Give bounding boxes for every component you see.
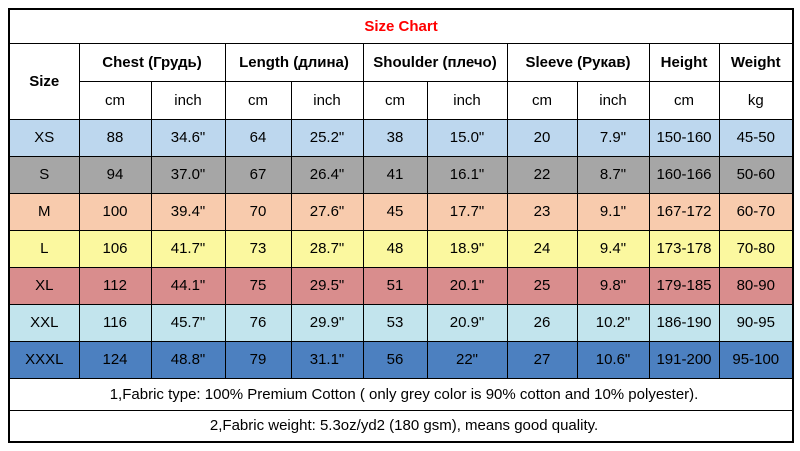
value-cell: 9.8" <box>577 267 649 304</box>
value-cell: 45.7" <box>151 304 225 341</box>
value-cell: 26.4" <box>291 156 363 193</box>
value-cell: 48 <box>363 230 427 267</box>
value-cell: 88 <box>79 119 151 156</box>
table-row-xxl <box>9 304 793 341</box>
table-row-xs <box>9 119 793 156</box>
value-cell: 56 <box>363 341 427 378</box>
value-cell: 70 <box>225 193 291 230</box>
column-header-size: Size <box>9 43 79 119</box>
size-cell: XXXL <box>9 341 79 378</box>
value-cell: 186-190 <box>649 304 719 341</box>
fabric-type-note: 1,Fabric type: 100% Premium Cotton ( only grey color is 90% cotton and 10% polyester). <box>9 378 793 410</box>
value-cell: 76 <box>225 304 291 341</box>
size-table-body <box>9 119 793 378</box>
value-cell: 10.2" <box>577 304 649 341</box>
value-cell: 41.7" <box>151 230 225 267</box>
unit-sleeve-inch: inch <box>577 81 649 119</box>
value-cell: 60-70 <box>719 193 793 230</box>
value-cell: 95-100 <box>719 341 793 378</box>
value-cell: 38 <box>363 119 427 156</box>
value-cell: 41 <box>363 156 427 193</box>
size-cell: S <box>9 156 79 193</box>
unit-weight-kg: kg <box>719 81 793 119</box>
value-cell: 22 <box>507 156 577 193</box>
unit-chest-cm: cm <box>79 81 151 119</box>
column-header-shoulder: Shoulder (плечо) <box>363 43 507 81</box>
value-cell: 167-172 <box>649 193 719 230</box>
value-cell: 17.7" <box>427 193 507 230</box>
value-cell: 191-200 <box>649 341 719 378</box>
value-cell: 53 <box>363 304 427 341</box>
value-cell: 51 <box>363 267 427 304</box>
value-cell: 25 <box>507 267 577 304</box>
value-cell: 22" <box>427 341 507 378</box>
table-row-l <box>9 230 793 267</box>
column-header-weight: Weight <box>719 43 793 81</box>
value-cell: 116 <box>79 304 151 341</box>
value-cell: 23 <box>507 193 577 230</box>
value-cell: 100 <box>79 193 151 230</box>
value-cell: 75 <box>225 267 291 304</box>
value-cell: 26 <box>507 304 577 341</box>
size-chart-table <box>8 8 794 443</box>
value-cell: 27 <box>507 341 577 378</box>
value-cell: 94 <box>79 156 151 193</box>
value-cell: 45-50 <box>719 119 793 156</box>
value-cell: 28.7" <box>291 230 363 267</box>
value-cell: 10.6" <box>577 341 649 378</box>
value-cell: 27.6" <box>291 193 363 230</box>
value-cell: 70-80 <box>719 230 793 267</box>
header-unit-row <box>9 81 793 119</box>
column-header-height: Height <box>649 43 719 81</box>
unit-height-cm: cm <box>649 81 719 119</box>
value-cell: 20.9" <box>427 304 507 341</box>
page-title: Size Chart <box>9 9 793 43</box>
unit-length-inch: inch <box>291 81 363 119</box>
size-cell: M <box>9 193 79 230</box>
size-cell: XS <box>9 119 79 156</box>
value-cell: 73 <box>225 230 291 267</box>
value-cell: 79 <box>225 341 291 378</box>
value-cell: 29.9" <box>291 304 363 341</box>
value-cell: 7.9" <box>577 119 649 156</box>
value-cell: 50-60 <box>719 156 793 193</box>
value-cell: 124 <box>79 341 151 378</box>
fabric-weight-note: 2,Fabric weight: 5.3oz/yd2 (180 gsm), means good quality. <box>9 410 793 442</box>
column-header-sleeve: Sleeve (Рукав) <box>507 43 649 81</box>
value-cell: 18.9" <box>427 230 507 267</box>
value-cell: 25.2" <box>291 119 363 156</box>
unit-sleeve-cm: cm <box>507 81 577 119</box>
column-header-chest: Chest (Грудь) <box>79 43 225 81</box>
unit-shoulder-cm: cm <box>363 81 427 119</box>
value-cell: 90-95 <box>719 304 793 341</box>
table-row-xl <box>9 267 793 304</box>
value-cell: 112 <box>79 267 151 304</box>
value-cell: 9.1" <box>577 193 649 230</box>
size-cell: XL <box>9 267 79 304</box>
column-header-length: Length (длина) <box>225 43 363 81</box>
size-cell: L <box>9 230 79 267</box>
value-cell: 8.7" <box>577 156 649 193</box>
value-cell: 64 <box>225 119 291 156</box>
note-row-2 <box>9 410 793 442</box>
value-cell: 80-90 <box>719 267 793 304</box>
value-cell: 16.1" <box>427 156 507 193</box>
header-group-row <box>9 43 793 81</box>
table-row-m <box>9 193 793 230</box>
note-row-1 <box>9 378 793 410</box>
value-cell: 173-178 <box>649 230 719 267</box>
table-row-s <box>9 156 793 193</box>
value-cell: 39.4" <box>151 193 225 230</box>
value-cell: 15.0" <box>427 119 507 156</box>
unit-shoulder-inch: inch <box>427 81 507 119</box>
table-row-xxxl <box>9 341 793 378</box>
value-cell: 31.1" <box>291 341 363 378</box>
unit-chest-inch: inch <box>151 81 225 119</box>
size-cell: XXL <box>9 304 79 341</box>
title-row <box>9 9 793 43</box>
value-cell: 179-185 <box>649 267 719 304</box>
value-cell: 9.4" <box>577 230 649 267</box>
value-cell: 37.0" <box>151 156 225 193</box>
value-cell: 29.5" <box>291 267 363 304</box>
value-cell: 44.1" <box>151 267 225 304</box>
value-cell: 48.8" <box>151 341 225 378</box>
value-cell: 24 <box>507 230 577 267</box>
value-cell: 45 <box>363 193 427 230</box>
value-cell: 67 <box>225 156 291 193</box>
value-cell: 34.6" <box>151 119 225 156</box>
value-cell: 106 <box>79 230 151 267</box>
value-cell: 150-160 <box>649 119 719 156</box>
value-cell: 160-166 <box>649 156 719 193</box>
value-cell: 20 <box>507 119 577 156</box>
unit-length-cm: cm <box>225 81 291 119</box>
value-cell: 20.1" <box>427 267 507 304</box>
